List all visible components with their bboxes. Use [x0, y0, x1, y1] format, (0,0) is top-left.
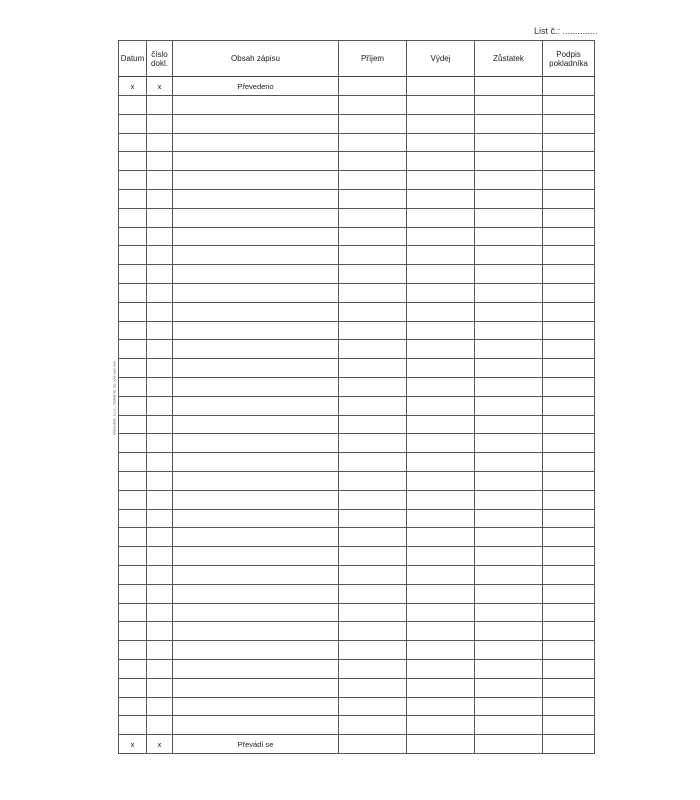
ledger-cell-vydej[interactable] [407, 377, 475, 396]
cash-ledger-table [118, 40, 595, 754]
ledger-cell-zustatek[interactable] [475, 415, 543, 434]
ledger-cell-podpis[interactable] [543, 133, 595, 152]
ledger-cell-prijem[interactable] [339, 302, 407, 321]
ledger-row [119, 189, 595, 208]
carried-forward-prijem-cell[interactable] [339, 77, 407, 96]
ledger-cell-doklad[interactable] [147, 189, 173, 208]
ledger-cell-obsah[interactable] [173, 208, 339, 227]
ledger-cell-obsah[interactable] [173, 490, 339, 509]
ledger-cell-zustatek[interactable] [475, 434, 543, 453]
ledger-cell-vydej[interactable] [407, 565, 475, 584]
ledger-row [119, 565, 595, 584]
ledger-cell-datum[interactable] [119, 114, 147, 133]
ledger-cell-podpis[interactable] [543, 716, 595, 735]
ledger-cell-vydej[interactable] [407, 283, 475, 302]
ledger-cell-prijem[interactable] [339, 678, 407, 697]
ledger-row [119, 603, 595, 622]
ledger-cell-podpis[interactable] [543, 189, 595, 208]
ledger-cell-prijem[interactable] [339, 415, 407, 434]
ledger-cell-podpis[interactable] [543, 584, 595, 603]
ledger-cell-vydej[interactable] [407, 171, 475, 190]
ledger-row [119, 208, 595, 227]
ledger-row [119, 716, 595, 735]
ledger-cell-obsah[interactable] [173, 265, 339, 284]
ledger-cell-vydej[interactable] [407, 152, 475, 171]
ledger-cell-doklad[interactable] [147, 622, 173, 641]
ledger-row [119, 114, 595, 133]
ledger-cell-zustatek[interactable] [475, 547, 543, 566]
ledger-cell-datum[interactable] [119, 171, 147, 190]
ledger-cell-obsah[interactable] [173, 171, 339, 190]
sheet-number-label: List č.: .............. [534, 26, 598, 36]
ledger-cell-vydej[interactable] [407, 716, 475, 735]
ledger-cell-prijem[interactable] [339, 659, 407, 678]
column-header-prijem: Příjem [339, 41, 407, 77]
ledger-cell-podpis[interactable] [543, 359, 595, 378]
ledger-row [119, 453, 595, 472]
ledger-cell-obsah[interactable] [173, 227, 339, 246]
ledger-cell-podpis[interactable] [543, 528, 595, 547]
ledger-cell-prijem[interactable] [339, 697, 407, 716]
ledger-cell-obsah[interactable] [173, 246, 339, 265]
ledger-row [119, 547, 595, 566]
ledger-cell-doklad[interactable] [147, 584, 173, 603]
ledger-cell-obsah[interactable] [173, 453, 339, 472]
ledger-cell-datum[interactable] [119, 265, 147, 284]
ledger-cell-podpis[interactable] [543, 114, 595, 133]
ledger-cell-zustatek[interactable] [475, 321, 543, 340]
ledger-cell-datum[interactable] [119, 697, 147, 716]
ledger-cell-podpis[interactable] [543, 471, 595, 490]
ledger-cell-prijem[interactable] [339, 565, 407, 584]
ledger-cell-prijem[interactable] [339, 96, 407, 115]
ledger-row [119, 246, 595, 265]
ledger-cell-obsah[interactable] [173, 659, 339, 678]
ledger-cell-obsah[interactable] [173, 96, 339, 115]
carried-forward-zustatek-cell[interactable] [475, 77, 543, 96]
ledger-cell-zustatek[interactable] [475, 509, 543, 528]
ledger-cell-vydej[interactable] [407, 528, 475, 547]
ledger-row [119, 133, 595, 152]
ledger-cell-obsah[interactable] [173, 528, 339, 547]
printer-imprint: Baloušek, s.r.o., Tiskárna, tel. xxx xxx xxx [111, 361, 117, 435]
ledger-cell-vydej[interactable] [407, 434, 475, 453]
ledger-cell-obsah[interactable] [173, 377, 339, 396]
ledger-cell-prijem[interactable] [339, 171, 407, 190]
ledger-cell-prijem[interactable] [339, 283, 407, 302]
ledger-cell-doklad[interactable] [147, 490, 173, 509]
ledger-cell-datum[interactable] [119, 227, 147, 246]
ledger-cell-podpis[interactable] [543, 396, 595, 415]
ledger-cell-vydej[interactable] [407, 471, 475, 490]
ledger-cell-doklad[interactable] [147, 359, 173, 378]
ledger-cell-doklad[interactable] [147, 396, 173, 415]
ledger-cell-datum[interactable] [119, 659, 147, 678]
carried-forward-doklad: x [147, 77, 173, 96]
ledger-cell-obsah[interactable] [173, 603, 339, 622]
carry-over-row [119, 735, 595, 754]
ledger-cell-zustatek[interactable] [475, 471, 543, 490]
ledger-cell-prijem[interactable] [339, 528, 407, 547]
ledger-cell-doklad[interactable] [147, 603, 173, 622]
ledger-cell-vydej[interactable] [407, 678, 475, 697]
ledger-cell-obsah[interactable] [173, 415, 339, 434]
column-header-datum: Datum [119, 41, 147, 77]
ledger-cell-prijem[interactable] [339, 509, 407, 528]
ledger-cell-vydej[interactable] [407, 208, 475, 227]
ledger-cell-doklad[interactable] [147, 434, 173, 453]
ledger-cell-obsah[interactable] [173, 396, 339, 415]
ledger-row [119, 471, 595, 490]
ledger-cell-podpis[interactable] [543, 321, 595, 340]
column-header-podpis-pokladnika: Podpis pokladníka [543, 41, 595, 77]
ledger-cell-zustatek[interactable] [475, 96, 543, 115]
ledger-cell-prijem[interactable] [339, 246, 407, 265]
ledger-cell-obsah[interactable] [173, 283, 339, 302]
ledger-cell-vydej[interactable] [407, 396, 475, 415]
ledger-cell-zustatek[interactable] [475, 227, 543, 246]
ledger-cell-podpis[interactable] [543, 283, 595, 302]
ledger-row [119, 622, 595, 641]
ledger-cell-zustatek[interactable] [475, 453, 543, 472]
ledger-cell-podpis[interactable] [543, 547, 595, 566]
ledger-cell-prijem[interactable] [339, 716, 407, 735]
ledger-cell-obsah[interactable] [173, 133, 339, 152]
carry-over-vydej-cell[interactable] [407, 735, 475, 754]
ledger-cell-vydej[interactable] [407, 227, 475, 246]
ledger-row [119, 227, 595, 246]
ledger-cell-prijem[interactable] [339, 340, 407, 359]
ledger-row [119, 509, 595, 528]
ledger-cell-obsah[interactable] [173, 716, 339, 735]
ledger-row [119, 377, 595, 396]
ledger-cell-datum[interactable] [119, 471, 147, 490]
ledger-cell-zustatek[interactable] [475, 377, 543, 396]
ledger-cell-obsah[interactable] [173, 114, 339, 133]
ledger-cell-podpis[interactable] [543, 302, 595, 321]
ledger-cell-zustatek[interactable] [475, 133, 543, 152]
ledger-cell-vydej[interactable] [407, 603, 475, 622]
ledger-cell-datum[interactable] [119, 208, 147, 227]
ledger-cell-datum[interactable] [119, 603, 147, 622]
ledger-cell-doklad[interactable] [147, 283, 173, 302]
ledger-cell-vydej[interactable] [407, 321, 475, 340]
ledger-cell-podpis[interactable] [543, 96, 595, 115]
ledger-cell-datum[interactable] [119, 678, 147, 697]
ledger-cell-vydej[interactable] [407, 359, 475, 378]
ledger-cell-datum[interactable] [119, 453, 147, 472]
ledger-cell-vydej[interactable] [407, 584, 475, 603]
ledger-cell-vydej[interactable] [407, 490, 475, 509]
ledger-cell-obsah[interactable] [173, 678, 339, 697]
ledger-cell-obsah[interactable] [173, 622, 339, 641]
ledger-cell-zustatek[interactable] [475, 603, 543, 622]
ledger-cell-podpis[interactable] [543, 152, 595, 171]
ledger-cell-vydej[interactable] [407, 265, 475, 284]
ledger-cell-prijem[interactable] [339, 641, 407, 660]
ledger-cell-datum[interactable] [119, 133, 147, 152]
ledger-cell-podpis[interactable] [543, 697, 595, 716]
carry-over-prijem-cell[interactable] [339, 735, 407, 754]
ledger-cell-obsah[interactable] [173, 321, 339, 340]
ledger-cell-doklad[interactable] [147, 377, 173, 396]
ledger-cell-zustatek[interactable] [475, 396, 543, 415]
ledger-cell-podpis[interactable] [543, 227, 595, 246]
ledger-cell-zustatek[interactable] [475, 189, 543, 208]
column-header-cislo-dokl: číslo dokl. [147, 41, 173, 77]
ledger-cell-prijem[interactable] [339, 603, 407, 622]
ledger-cell-datum[interactable] [119, 547, 147, 566]
ledger-cell-datum[interactable] [119, 622, 147, 641]
ledger-cell-prijem[interactable] [339, 265, 407, 284]
ledger-cell-zustatek[interactable] [475, 265, 543, 284]
carried-forward-label: Převedeno [173, 77, 339, 96]
ledger-cell-obsah[interactable] [173, 509, 339, 528]
ledger-cell-doklad[interactable] [147, 321, 173, 340]
ledger-cell-zustatek[interactable] [475, 584, 543, 603]
ledger-row [119, 490, 595, 509]
ledger-cell-datum[interactable] [119, 246, 147, 265]
ledger-cell-zustatek[interactable] [475, 716, 543, 735]
ledger-cell-podpis[interactable] [543, 603, 595, 622]
carried-forward-datum: x [119, 77, 147, 96]
ledger-cell-doklad[interactable] [147, 659, 173, 678]
carry-over-datum: x [119, 735, 147, 754]
ledger-cell-datum[interactable] [119, 490, 147, 509]
ledger-cell-prijem[interactable] [339, 547, 407, 566]
ledger-cell-zustatek[interactable] [475, 359, 543, 378]
ledger-cell-doklad[interactable] [147, 227, 173, 246]
carry-over-zustatek-cell[interactable] [475, 735, 543, 754]
ledger-cell-prijem[interactable] [339, 434, 407, 453]
ledger-cell-vydej[interactable] [407, 189, 475, 208]
ledger-cell-zustatek[interactable] [475, 678, 543, 697]
ledger-cell-podpis[interactable] [543, 453, 595, 472]
ledger-cell-datum[interactable] [119, 302, 147, 321]
ledger-cell-doklad[interactable] [147, 133, 173, 152]
ledger-cell-datum[interactable] [119, 716, 147, 735]
ledger-cell-doklad[interactable] [147, 528, 173, 547]
ledger-cell-doklad[interactable] [147, 171, 173, 190]
ledger-cell-zustatek[interactable] [475, 302, 543, 321]
ledger-row [119, 96, 595, 115]
ledger-cell-zustatek[interactable] [475, 528, 543, 547]
ledger-cell-datum[interactable] [119, 415, 147, 434]
carry-over-doklad: x [147, 735, 173, 754]
carry-over-podpis-cell[interactable] [543, 735, 595, 754]
ledger-cell-vydej[interactable] [407, 302, 475, 321]
ledger-cell-datum[interactable] [119, 509, 147, 528]
ledger-cell-datum[interactable] [119, 152, 147, 171]
ledger-row [119, 302, 595, 321]
ledger-cell-vydej[interactable] [407, 246, 475, 265]
ledger-cell-podpis[interactable] [543, 246, 595, 265]
ledger-cell-doklad[interactable] [147, 471, 173, 490]
column-header-zustatek: Zůstatek [475, 41, 543, 77]
ledger-cell-datum[interactable] [119, 283, 147, 302]
ledger-cell-obsah[interactable] [173, 565, 339, 584]
ledger-cell-vydej[interactable] [407, 641, 475, 660]
ledger-row [119, 321, 595, 340]
carried-forward-podpis-cell[interactable] [543, 77, 595, 96]
ledger-cell-podpis[interactable] [543, 265, 595, 284]
ledger-cell-podpis[interactable] [543, 340, 595, 359]
ledger-cell-doklad[interactable] [147, 152, 173, 171]
ledger-cell-prijem[interactable] [339, 453, 407, 472]
ledger-cell-podpis[interactable] [543, 377, 595, 396]
ledger-cell-doklad[interactable] [147, 302, 173, 321]
ledger-cell-doklad[interactable] [147, 265, 173, 284]
ledger-cell-doklad[interactable] [147, 114, 173, 133]
ledger-cell-zustatek[interactable] [475, 641, 543, 660]
ledger-cell-vydej[interactable] [407, 114, 475, 133]
ledger-cell-podpis[interactable] [543, 622, 595, 641]
ledger-row [119, 396, 595, 415]
ledger-cell-datum[interactable] [119, 321, 147, 340]
ledger-row [119, 415, 595, 434]
ledger-cell-zustatek[interactable] [475, 283, 543, 302]
ledger-cell-prijem[interactable] [339, 114, 407, 133]
ledger-cell-podpis[interactable] [543, 171, 595, 190]
ledger-cell-vydej[interactable] [407, 547, 475, 566]
ledger-cell-zustatek[interactable] [475, 152, 543, 171]
ledger-cell-datum[interactable] [119, 641, 147, 660]
ledger-cell-zustatek[interactable] [475, 697, 543, 716]
ledger-cell-podpis[interactable] [543, 415, 595, 434]
ledger-cell-vydej[interactable] [407, 340, 475, 359]
ledger-cell-obsah[interactable] [173, 697, 339, 716]
ledger-cell-podpis[interactable] [543, 434, 595, 453]
ledger-row [119, 283, 595, 302]
ledger-cell-prijem[interactable] [339, 584, 407, 603]
ledger-cell-prijem[interactable] [339, 377, 407, 396]
ledger-cell-vydej[interactable] [407, 509, 475, 528]
ledger-cell-doklad[interactable] [147, 453, 173, 472]
ledger-cell-obsah[interactable] [173, 434, 339, 453]
ledger-row [119, 641, 595, 660]
ledger-cell-datum[interactable] [119, 396, 147, 415]
ledger-cell-prijem[interactable] [339, 359, 407, 378]
ledger-row [119, 340, 595, 359]
ledger-row [119, 171, 595, 190]
ledger-row [119, 678, 595, 697]
ledger-cell-zustatek[interactable] [475, 171, 543, 190]
ledger-cell-obsah[interactable] [173, 547, 339, 566]
ledger-cell-prijem[interactable] [339, 490, 407, 509]
ledger-cell-doklad[interactable] [147, 641, 173, 660]
ledger-cell-prijem[interactable] [339, 133, 407, 152]
ledger-cell-vydej[interactable] [407, 133, 475, 152]
ledger-cell-prijem[interactable] [339, 189, 407, 208]
ledger-row [119, 434, 595, 453]
ledger-cell-prijem[interactable] [339, 227, 407, 246]
ledger-cell-doklad[interactable] [147, 716, 173, 735]
column-header-vydej: Výdej [407, 41, 475, 77]
ledger-cell-datum[interactable] [119, 340, 147, 359]
ledger-cell-podpis[interactable] [543, 509, 595, 528]
ledger-cell-obsah[interactable] [173, 189, 339, 208]
ledger-cell-zustatek[interactable] [475, 622, 543, 641]
ledger-cell-doklad[interactable] [147, 208, 173, 227]
ledger-cell-doklad[interactable] [147, 246, 173, 265]
ledger-cell-zustatek[interactable] [475, 659, 543, 678]
ledger-cell-podpis[interactable] [543, 565, 595, 584]
ledger-cell-doklad[interactable] [147, 415, 173, 434]
ledger-header-row [119, 41, 595, 77]
ledger-cell-datum[interactable] [119, 565, 147, 584]
ledger-row [119, 659, 595, 678]
ledger-cell-vydej[interactable] [407, 96, 475, 115]
ledger-cell-podpis[interactable] [543, 641, 595, 660]
ledger-row [119, 265, 595, 284]
ledger-cell-datum[interactable] [119, 359, 147, 378]
ledger-cell-podpis[interactable] [543, 208, 595, 227]
carry-over-label: Převádí se [173, 735, 339, 754]
carried-forward-row [119, 77, 595, 96]
ledger-cell-obsah[interactable] [173, 471, 339, 490]
ledger-cell-zustatek[interactable] [475, 114, 543, 133]
ledger-cell-zustatek[interactable] [475, 340, 543, 359]
ledger-cell-vydej[interactable] [407, 415, 475, 434]
ledger-cell-prijem[interactable] [339, 152, 407, 171]
column-header-obsah-zapisu: Obsah zápisu [173, 41, 339, 77]
ledger-cell-obsah[interactable] [173, 359, 339, 378]
ledger-cell-doklad[interactable] [147, 509, 173, 528]
ledger-row [119, 584, 595, 603]
ledger-cell-zustatek[interactable] [475, 208, 543, 227]
ledger-cell-datum[interactable] [119, 189, 147, 208]
ledger-row [119, 359, 595, 378]
ledger-cell-obsah[interactable] [173, 152, 339, 171]
ledger-cell-doklad[interactable] [147, 96, 173, 115]
ledger-cell-obsah[interactable] [173, 641, 339, 660]
ledger-cell-podpis[interactable] [543, 490, 595, 509]
ledger-cell-doklad[interactable] [147, 340, 173, 359]
ledger-cell-obsah[interactable] [173, 584, 339, 603]
ledger-cell-prijem[interactable] [339, 622, 407, 641]
ledger-cell-doklad[interactable] [147, 565, 173, 584]
ledger-row [119, 528, 595, 547]
ledger-cell-prijem[interactable] [339, 396, 407, 415]
ledger-cell-vydej[interactable] [407, 622, 475, 641]
ledger-cell-prijem[interactable] [339, 208, 407, 227]
ledger-cell-obsah[interactable] [173, 340, 339, 359]
ledger-cell-datum[interactable] [119, 434, 147, 453]
ledger-cell-prijem[interactable] [339, 321, 407, 340]
ledger-cell-doklad[interactable] [147, 697, 173, 716]
ledger-cell-datum[interactable] [119, 377, 147, 396]
ledger-cell-vydej[interactable] [407, 659, 475, 678]
ledger-cell-doklad[interactable] [147, 678, 173, 697]
ledger-cell-zustatek[interactable] [475, 565, 543, 584]
ledger-cell-vydej[interactable] [407, 453, 475, 472]
ledger-cell-datum[interactable] [119, 528, 147, 547]
ledger-row [119, 697, 595, 716]
carried-forward-vydej-cell[interactable] [407, 77, 475, 96]
ledger-cell-podpis[interactable] [543, 678, 595, 697]
ledger-cell-doklad[interactable] [147, 547, 173, 566]
ledger-cell-vydej[interactable] [407, 697, 475, 716]
ledger-row [119, 152, 595, 171]
ledger-cell-prijem[interactable] [339, 471, 407, 490]
ledger-cell-podpis[interactable] [543, 659, 595, 678]
ledger-cell-datum[interactable] [119, 584, 147, 603]
ledger-cell-zustatek[interactable] [475, 490, 543, 509]
ledger-cell-zustatek[interactable] [475, 246, 543, 265]
ledger-cell-datum[interactable] [119, 96, 147, 115]
ledger-cell-obsah[interactable] [173, 302, 339, 321]
